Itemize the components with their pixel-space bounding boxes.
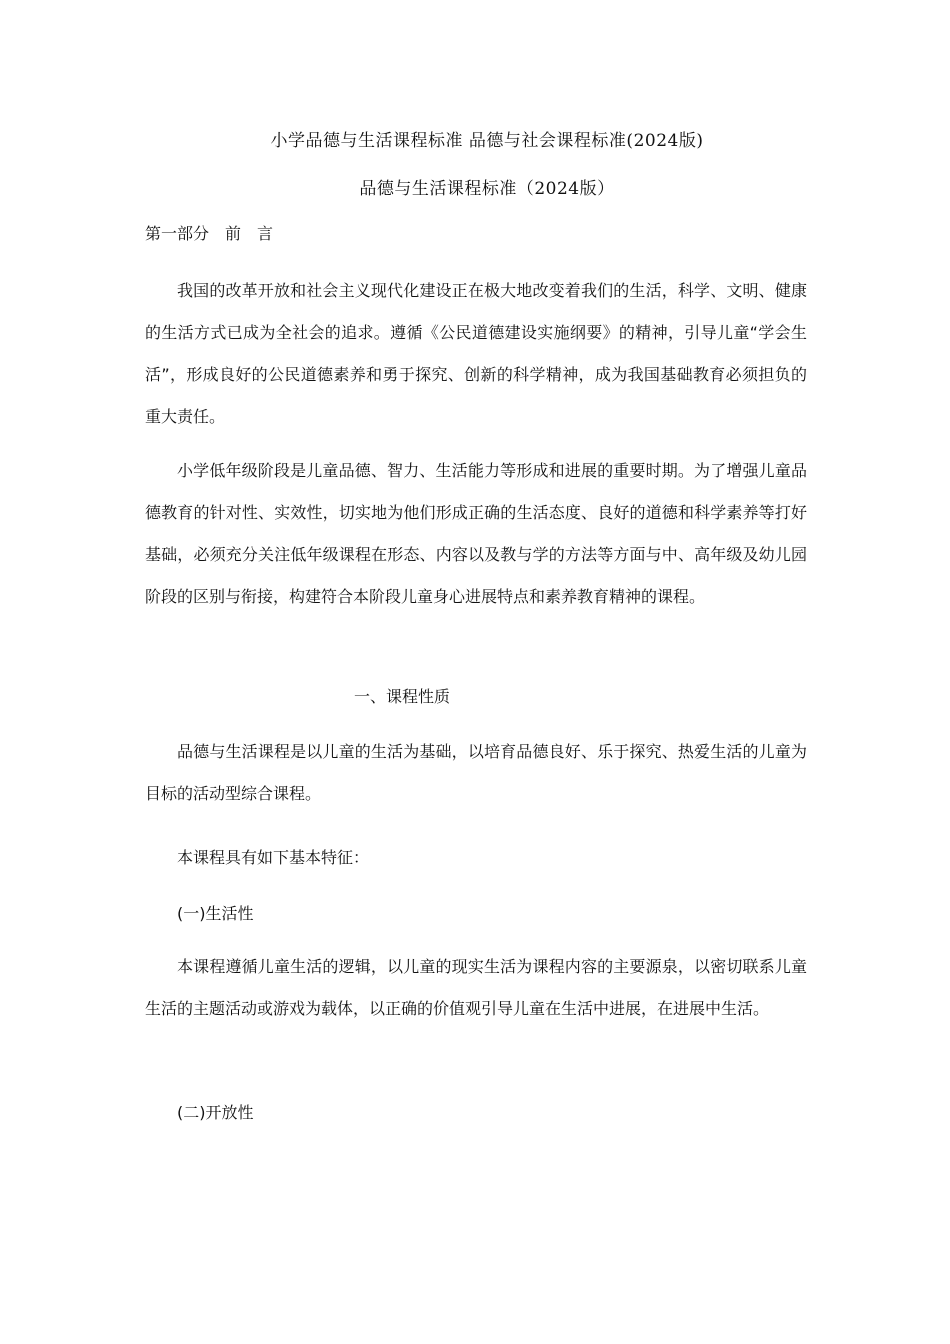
document-title: 小学品德与生活课程标准 品德与社会课程标准(2024版)	[270, 131, 704, 151]
features-intro: 本课程具有如下基本特征：	[177, 848, 370, 867]
section-heading: 一、课程性质	[354, 687, 451, 706]
paragraph-2: 小学低年级阶段是儿童品德、智力、生活能力等形成和进展的重要时期。为了增强儿童品德教育的针对性、实效性，切实地为他们形成正确的生活态度、良好的道德和科学素养等打好基础，必须充分关注低年级课程在形态、内容以及教与学的方法等方面与中、高年级及幼儿园阶段的区别与衔接，构建符合本阶段儿童身心进展特点和素养教育精神的课程。	[145, 461, 807, 606]
document-subtitle: 品德与生活课程标准（2024版）	[359, 179, 615, 199]
paragraph-1: 我国的改革开放和社会主义现代化建设正在极大地改变着我们的生活，科学、文明、健康的生活方式已成为全社会的追求。遵循《公民道德建设实施纲要》的精神，引导儿童“学会生活”，形成良好的公民道德素养和勇于探究、创新的科学精神，成为我国基础教育必须担负的重大责任。	[145, 281, 807, 426]
part-heading: 第一部分 前 言	[145, 224, 274, 243]
paragraph-4: 本课程遵循儿童生活的逻辑，以儿童的现实生活为课程内容的主要源泉，以密切联系儿童生活的主题活动或游戏为载体，以正确的价值观引导儿童在生活中进展，在进展中生活。	[145, 957, 807, 1018]
paragraph-3: 品德与生活课程是以儿童的生活为基础，以培育品德良好、乐于探究、热爱生活的儿童为目标的活动型综合课程。	[145, 742, 807, 803]
sub-heading-2: (二)开放性	[177, 1103, 254, 1122]
sub-heading-1: (一)生活性	[177, 904, 254, 923]
